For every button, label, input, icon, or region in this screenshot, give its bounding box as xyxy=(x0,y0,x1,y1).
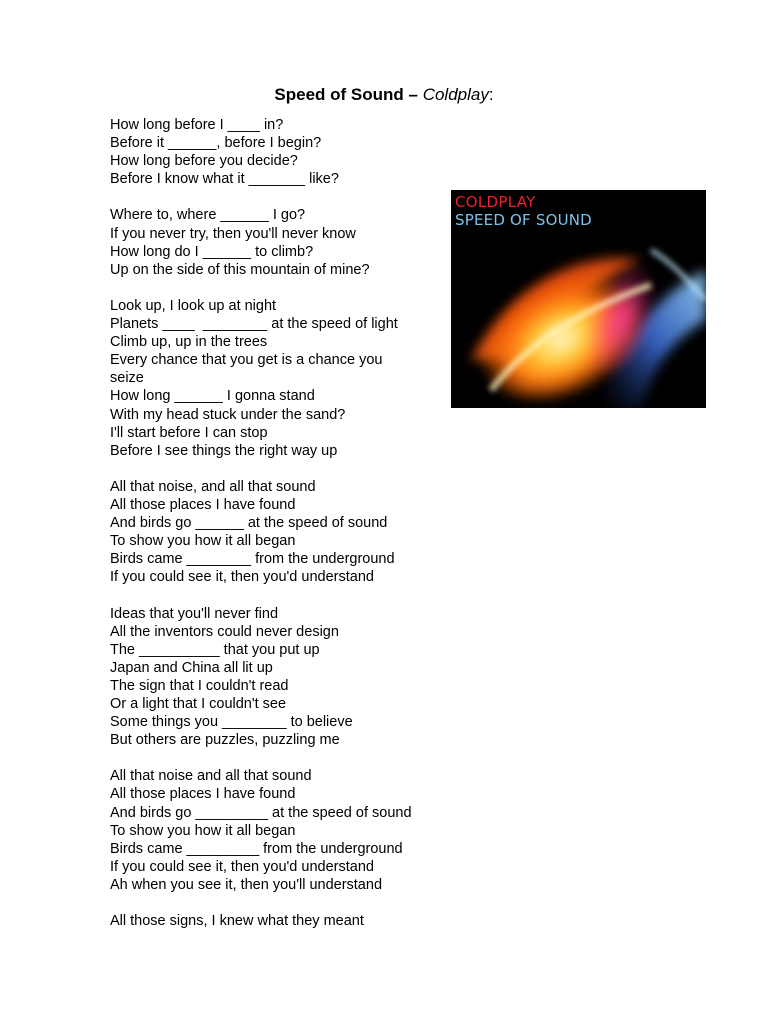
album-cover-image xyxy=(451,190,706,408)
lyric-line: Up on the side of this mountain of mine? xyxy=(110,261,370,278)
lyric-line: Look up, I look up at night xyxy=(110,297,277,314)
cover-title-text: SPEED OF SOUND xyxy=(455,211,592,229)
stanza-gap xyxy=(110,279,440,297)
lyric-line: How long before I ____ in? xyxy=(110,117,284,133)
lyric-line: Before it ______, before I begin? xyxy=(110,135,322,152)
lyric-line: Birds came ________ from the underground xyxy=(110,551,395,568)
lyric-line: The __________ that you put up xyxy=(110,641,320,658)
lyric-line: To show you how it all began xyxy=(110,533,296,550)
artist-name: Coldplay xyxy=(422,85,489,104)
stanza-gap xyxy=(110,749,440,767)
lyric-line: Before I know what it _______ like? xyxy=(110,171,339,188)
stanza-gap xyxy=(110,894,440,912)
page-title xyxy=(0,84,768,106)
lyric-line: But others are puzzles, puzzling me xyxy=(110,732,340,749)
lyric-line: All the inventors could never design xyxy=(110,623,339,640)
lyric-line: Planets ____ ________ at the speed of light xyxy=(110,316,398,333)
lyric-line: The sign that I couldn't read xyxy=(110,677,289,694)
lyric-line: Japan and China all lit up xyxy=(110,659,273,676)
lyric-line: All that noise and all that sound xyxy=(110,768,312,785)
lyric-line: Birds came _________ from the underground xyxy=(110,840,403,857)
lyric-line: Ah when you see it, then you'll understand xyxy=(110,876,383,893)
lyric-line: All those places I have found xyxy=(110,496,296,513)
lyric-line: Ideas that you'll never find xyxy=(110,605,279,622)
lyric-line: If you never try, then you'll never know xyxy=(110,225,356,242)
lyric-line: Climb up, up in the trees xyxy=(110,334,268,351)
lyric-line: With my head stuck under the sand? xyxy=(110,406,346,423)
cover-artist-text: COLDPLAY xyxy=(455,193,536,211)
lyric-line: Every chance that you get is a chance you xyxy=(110,352,383,369)
lyric-line: Where to, where ______ I go? xyxy=(110,207,306,224)
lyric-line: And birds go _________ at the speed of sound xyxy=(110,804,412,821)
lyric-line: Or a light that I couldn't see xyxy=(110,696,287,712)
stanza-gap xyxy=(110,460,440,478)
lyric-line: How long before you decide? xyxy=(110,153,298,170)
lyric-line: All those signs, I knew what they meant xyxy=(110,913,364,930)
lyric-line: How long ______ I gonna stand xyxy=(110,388,315,405)
lyric-line: How long do I ______ to climb? xyxy=(110,243,314,260)
stanza-gap xyxy=(110,188,440,206)
title-suffix: : xyxy=(488,85,494,104)
lyric-line: If you could see it, then you'd understand xyxy=(110,858,374,875)
lyric-line: To show you how it all began xyxy=(110,822,296,839)
lyric-line: I'll start before I can stop xyxy=(110,424,268,441)
stanza-gap xyxy=(110,586,440,604)
lyric-line: Some things you ________ to believe xyxy=(110,714,353,731)
lyric-line: All those places I have found xyxy=(110,786,296,803)
lyric-line: seize xyxy=(110,370,144,387)
lyric-line: If you could see it, then you'd understand xyxy=(110,569,374,586)
song-title: Speed of Sound – xyxy=(274,85,423,104)
lyric-line: Before I see things the right way up xyxy=(110,442,338,459)
lyric-line: And birds go ______ at the speed of sound xyxy=(110,515,388,532)
lyric-line: All that noise, and all that sound xyxy=(110,478,316,495)
lyrics-body xyxy=(110,116,440,930)
